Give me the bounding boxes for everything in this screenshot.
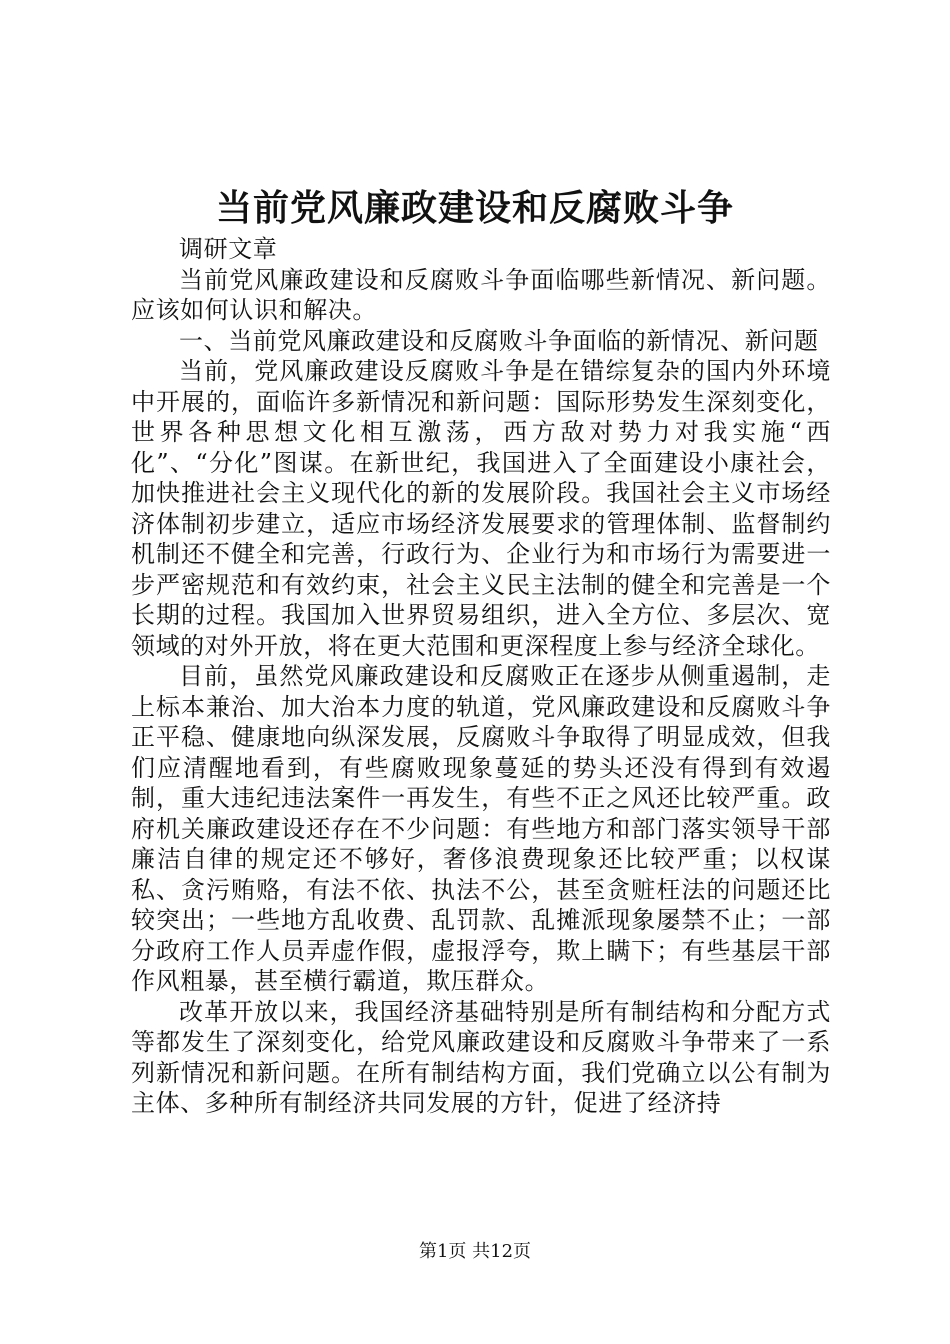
paragraph: 当前，党风廉政建设反腐败斗争是在错综复杂的国内外环境中开展的，面临许多新情况和新问题：国际形势发生深刻变化，世界各种思想文化相互激荡，西方敌对势力对我实施“西化”、“分化”图谋。在新世纪，我国进入了全面建设小康社会，加快推进社会主义现代化的新的发展阶段。我国社会主义市场经济体制初步建立，适应市场经济发展要求的管理体制、监督制约机制还不健全和完善，行政行为、企业行为和市场行为需要进一步严密规范和有效约束，社会主义民主法制的健全和完善是一个长期的过程。我国加入世界贸易组织，进入全方位、多层次、宽领域的对外开放，将在更大范围和更深程度上参与经济全球化。 — [131, 357, 831, 660]
paragraph-intro: 当前党风廉政建设和反腐败斗争面临哪些新情况、新问题。应该如何认识和解决。 — [131, 265, 831, 324]
document-title: 当前党风廉政建设和反腐败斗争 — [215, 187, 734, 229]
section-heading: 一、当前党风廉政建设和反腐败斗争面临的新情况、新问题 — [179, 326, 819, 355]
paragraph: 改革开放以来，我国经济基础特别是所有制结构和分配方式等都发生了深刻变化，给党风廉政建设和反腐败斗争带来了一系列新情况和新问题。在所有制结构方面，我们党确立以公有制为主体、多种所有制经济共同发展的方针，促进了经济持 — [131, 997, 831, 1117]
page-number: 第1页 — [418, 1241, 467, 1262]
paragraph: 目前，虽然党风廉政建设和反腐败正在逐步从侧重遏制，走上标本兼治、加大治本力度的轨道，党风廉政建设和反腐败斗争正平稳、健康地向纵深发展，反腐败斗争取得了明显成效，但我们应清醒地看到，有些腐败现象蔓延的势头还没有得到有效遏制，重大违纪违法案件一再发生，有些不正之风还比较严重。政府机关廉政建设还存在不少问题：有些地方和部门落实领导干部廉洁自律的规定还不够好，奢侈浪费现象还比较严重；以权谋私、贪污贿赂，有法不依、执法不公，甚至贪赃枉法的问题还比较突出；一些地方乱收费、乱罚款、乱摊派现象屡禁不止；一部分政府工作人员弄虚作假，虚报浮夸，欺上瞒下；有些基层干部作风粗暴，甚至横行霸道，欺压群众。 — [131, 662, 831, 995]
page-footer — [0, 1240, 950, 1264]
document-body — [131, 234, 831, 1119]
paragraph-category: 调研文章 — [179, 235, 278, 263]
page-total: 共12页 — [472, 1241, 532, 1262]
